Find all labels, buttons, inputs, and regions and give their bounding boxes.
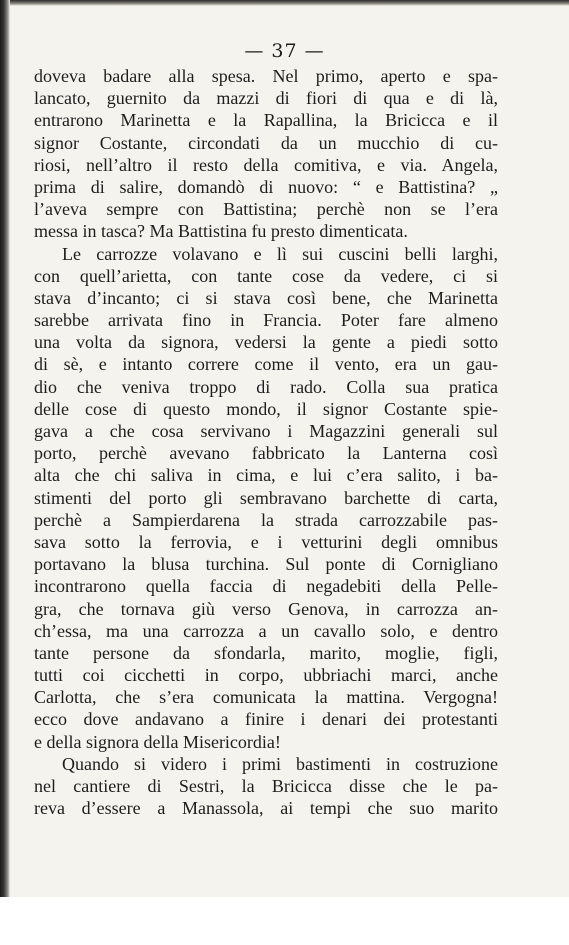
text-line: l’aveva sempre con Battistina; perchè non se l’era [34, 199, 498, 220]
body-text [34, 65, 498, 819]
text-line: Quando si videro i primi bastimenti in costruzione [62, 753, 498, 774]
page-top-edge [0, 0, 569, 6]
text-line: Le carrozze volavano e lì sui cuscini belli larghi, [62, 243, 498, 264]
text-line: prima di salire, domandò di nuovo: “ e Battistina? „ [34, 176, 498, 197]
page-bottom-margin [0, 897, 569, 945]
text-line: stimenti del porto gli sembravano barchette di carta, [34, 487, 498, 508]
text-line: ecco dove andavano a finire i denari dei protestanti [34, 709, 498, 730]
text-line: tutti coi cicchetti in corpo, ubbriachi marci, anche [34, 665, 498, 686]
text-line: nel cantiere di Sestri, la Bricicca disse che le pa- [34, 776, 498, 796]
text-line: porto, perchè avevano fabbricato la Lanterna così [34, 443, 498, 464]
text-line: delle cose di questo mondo, il signor Costante spie- [34, 398, 498, 419]
text-line: sava sotto la ferrovia, e i vetturini degli omnibus [34, 531, 498, 552]
text-line: ch’essa, ma una carrozza a un cavallo solo, e dentro [34, 620, 498, 641]
text-line: perchè a Sampierdarena la strada carrozzabile pas- [34, 509, 498, 530]
text-line: gra, che tornava giù verso Genova, in carrozza an- [34, 598, 498, 619]
text-line: stava d’incanto; ci si stava così bene, che Marinetta [34, 287, 498, 308]
text-line: entrarono Marinetta e la Rapallina, la Bricicca e il [34, 110, 498, 131]
page-number: — 37 — [244, 40, 325, 62]
text-line: di sè, e intanto correre come il vento, era un gau- [34, 354, 498, 375]
text-line: gava a che cosa servivano i Magazzini generali sul [34, 421, 498, 441]
text-line: e della signora della Misericordia! [34, 731, 281, 752]
text-line: messa in tasca? Ma Battistina fu presto dimenticata. [34, 221, 408, 242]
text-line: tante persone da sfondarla, marito, moglie, figli, [34, 642, 498, 663]
text-line: Carlotta, che s’era comunicata la mattina. Vergogna! [34, 687, 498, 708]
text-line: una volta da signora, vedersi la gente a piedi sotto [34, 332, 498, 353]
text-line: lancato, guernito da mazzi di fiori di qua e di là, [34, 88, 498, 109]
text-line: sarebbe arrivata fino in Francia. Poter fare almeno [34, 310, 498, 331]
text-line: portavano la blusa turchina. Sul ponte di Cornigliano [34, 554, 498, 575]
page-binding-edge [0, 0, 10, 945]
text-line: reva d’essere a Manassola, ai tempi che suo marito [34, 798, 498, 819]
text-line: doveva badare alla spesa. Nel primo, aperto e spa- [34, 66, 498, 86]
text-line: con quell’arietta, con tante cose da vedere, ci si [34, 265, 498, 286]
text-line: riosi, nell’altro il resto della comitiva, e via. Angela, [34, 154, 498, 175]
text-line: alta che chi saliva in cima, e lui c’era salito, i ba- [34, 465, 498, 486]
text-line: incontrarono quella faccia di negadebiti della Pelle- [34, 576, 498, 597]
text-line: dio che veniva troppo di rado. Colla sua pratica [34, 376, 498, 397]
text-line: signor Costante, circondati da un mucchio di cu- [34, 132, 498, 153]
